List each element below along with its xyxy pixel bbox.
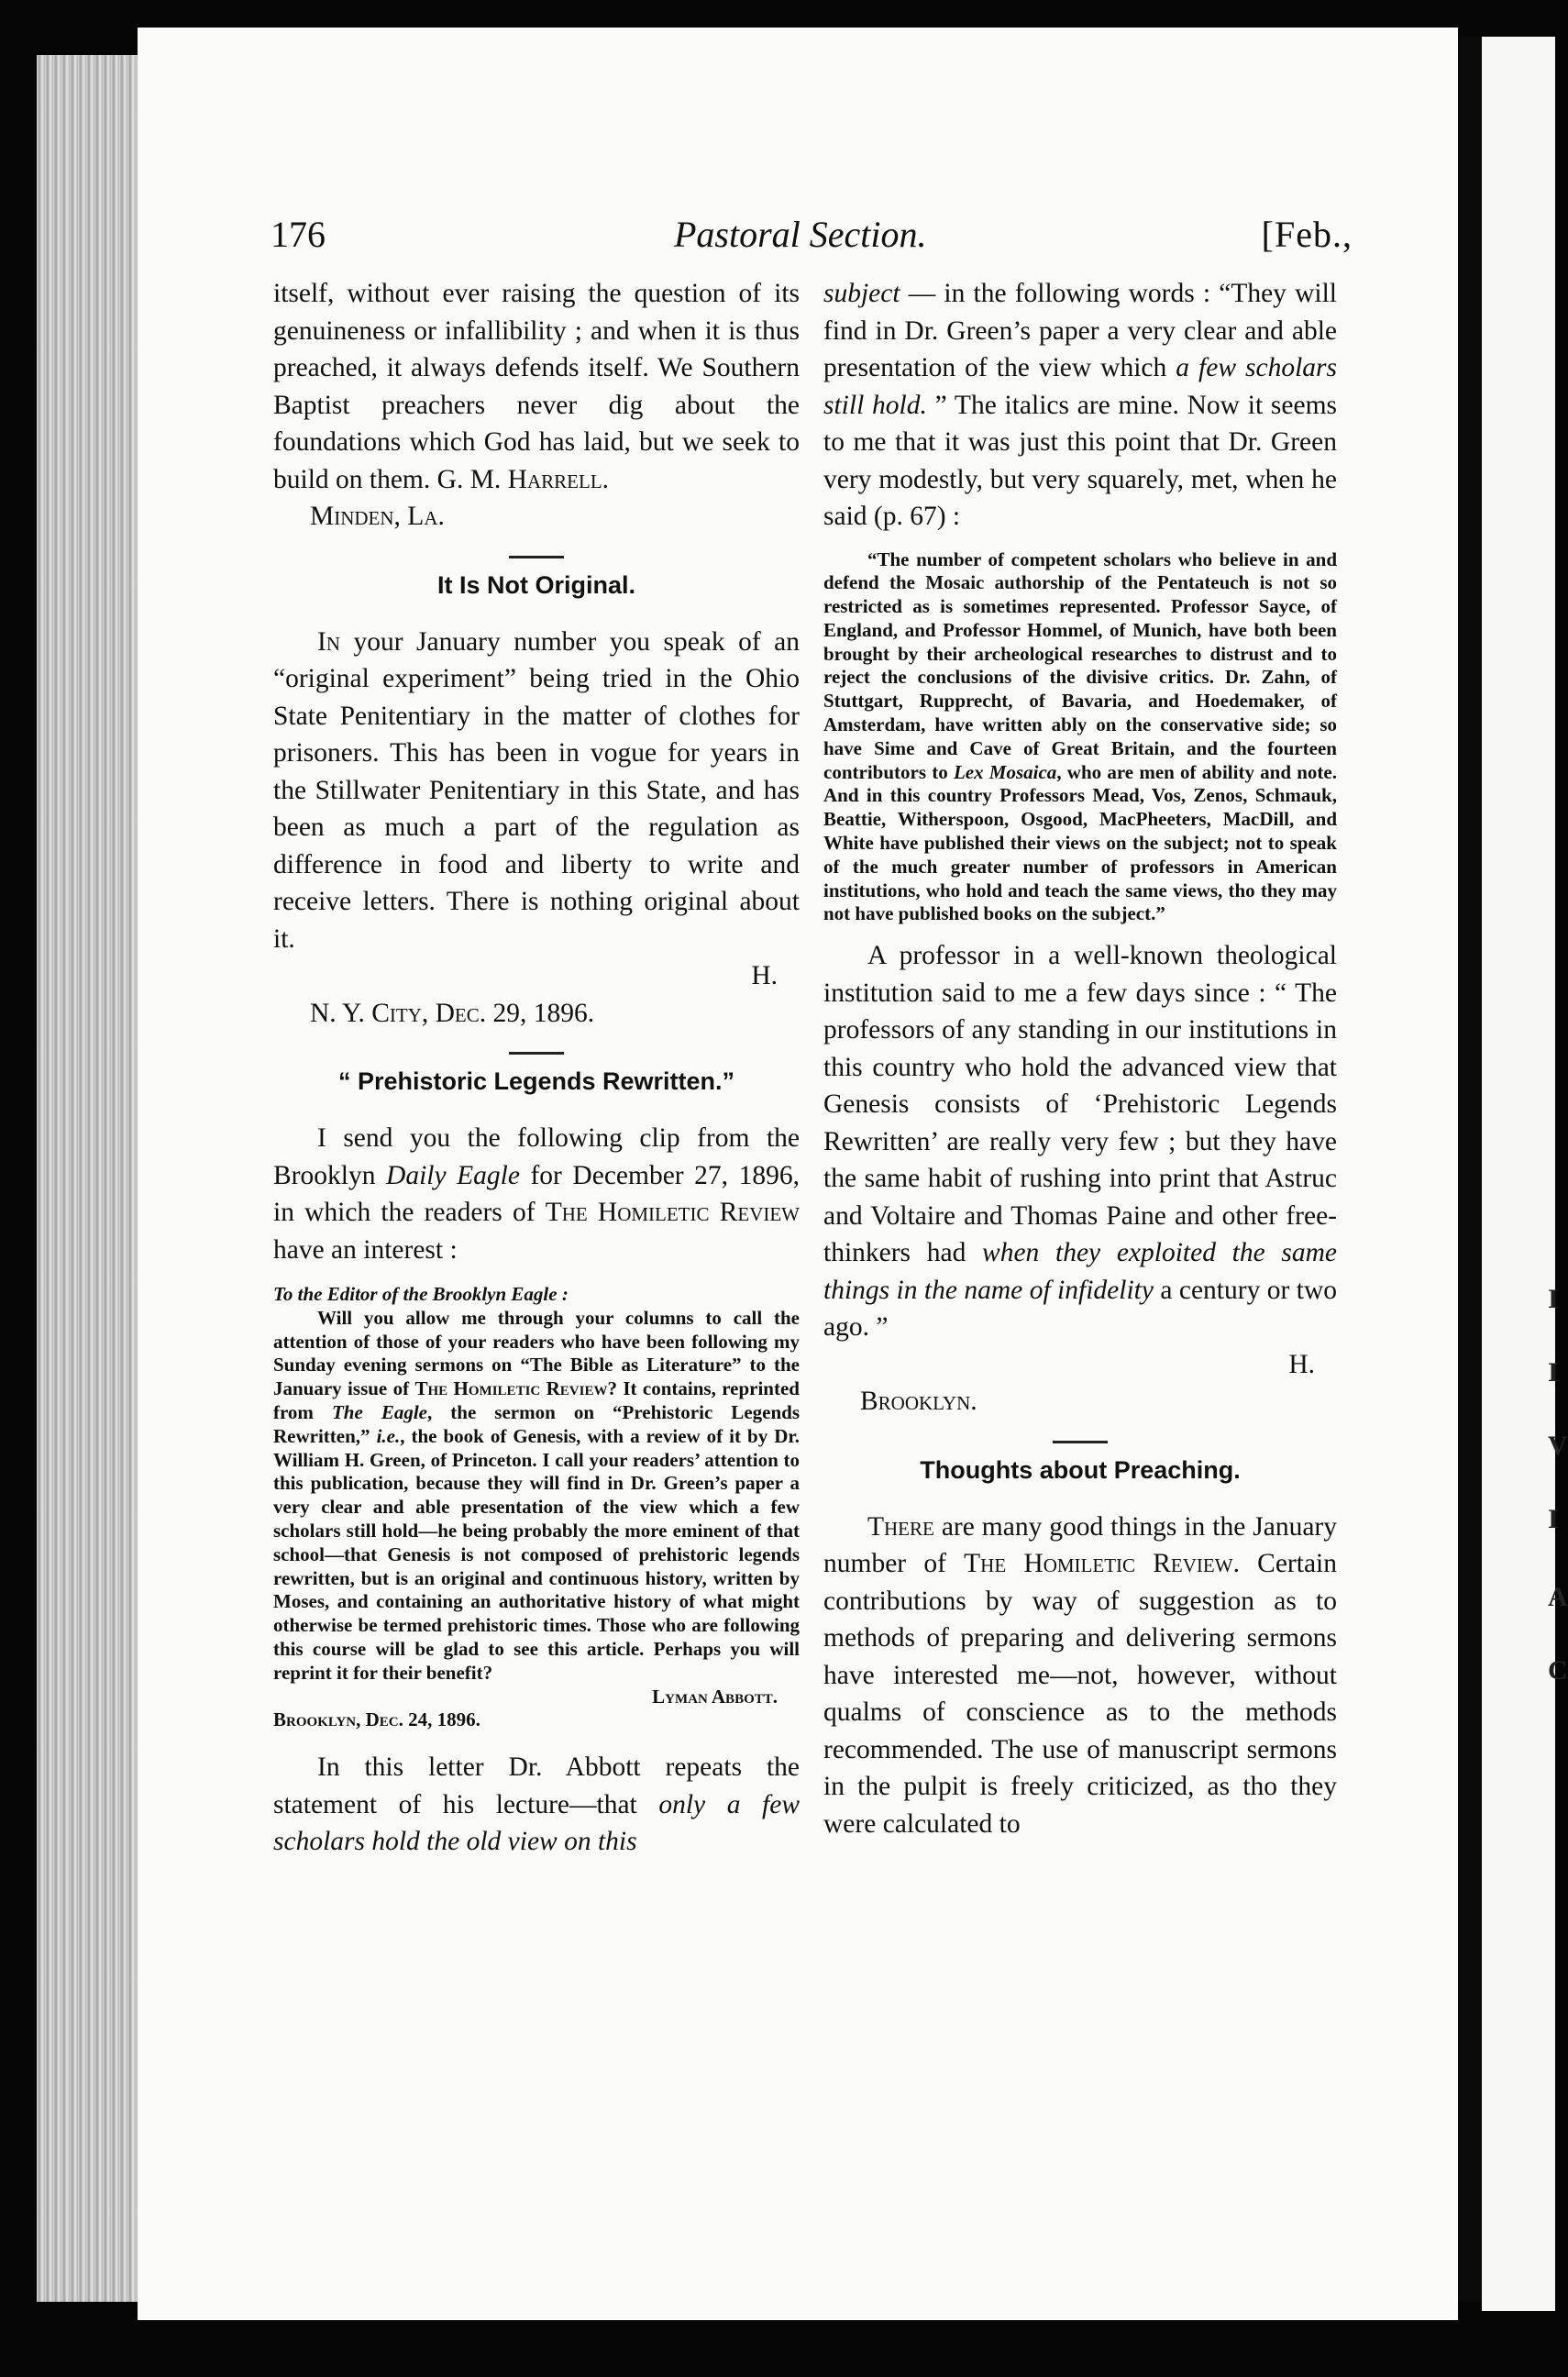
page-number: 176: [271, 214, 326, 255]
header-month: [Feb.,: [1261, 214, 1353, 255]
letter-body: Will you allow me through your columns to call the attention of those of your readers who have been following my Sunday evening sermons on “The Bible as Literature” to the January issue of The Homiletic Review? It contains, reprinted from The Eagle, the sermon on “Prehistoric Legends Rewritten,” i.e., the book of Genesis, with a review of it by Dr. William H. Green, of Princeton. I call your readers’ attention to this publication, because they will find in Dr. Green’s paper a very clear and able presentation of the view which a few scholars still hold—he being probably the more eminent of that school—that Genesis is not composed of prehistoric legends rewritten, but is an original and continuous history, written by Moses, and containing an authoritative history of what might otherwise be termed prehistoric times. Those who are following this course will be glad to see this article. Perhaps you will reprint it for their benefit?: [273, 1306, 801, 1684]
right-column: [823, 275, 1337, 1842]
section-title: Pastoral Section.: [674, 214, 927, 255]
facing-page-fragment: I: [1548, 1284, 1559, 1314]
signature: H.: [1288, 1349, 1315, 1379]
article-paragraph: In this letter Dr. Abbott repeats the statement of his lecture—that only a few scholars hold the old view on this: [273, 1752, 801, 1857]
article-heading: It Is Not Original.: [436, 570, 635, 599]
facing-page-fragment: I: [1548, 1504, 1559, 1534]
dateline: Brooklyn.: [860, 1387, 977, 1417]
letter-signature: Lyman Abbott.: [652, 1685, 778, 1708]
article-paragraph: A professor in a well-known theological institution said to me a few days since : “ The professors of any standing in our institutions in this country who hold the advanced view that Genesis consists of ‘Prehistoric Legends Rewritten’ are really very few ; but they have the same habit of rushing into print that Astruc and Voltaire and Thomas Paine and other free-thinkers had when they exploited the same things in the name of infidelity a century or two ago. ”: [823, 941, 1337, 1343]
dateline: N. Y. City, Dec. 29, 1896.: [310, 998, 595, 1028]
facing-page-edge: [1482, 37, 1555, 2311]
book-binding-gutter: [1458, 37, 1482, 2302]
facing-page-fragment: C: [1548, 1655, 1568, 1686]
article-paragraph: subject — in the following words : “They will find in Dr. Green’s paper a very clear and able presentation of the view which a few scholars still hold. ” The italics are mine. Now it seems to me that it was just this point that Dr. Green very modestly, but very squarely, met, when he said (p. 67) :: [823, 279, 1337, 531]
article-paragraph: I send you the following clip from the Brooklyn Daily Eagle for December 27, 1896, in which the readers of The Homiletic Review have an interest :: [273, 1123, 800, 1265]
article-heading: Thoughts about Preaching.: [920, 1455, 1241, 1484]
article-paragraph: In your January number you speak of an “original experiment” being tried in the Ohio State Penitentiary in the matter of clothes for prisoners. This has been in vogue for years in the Stillwater Penitentiary in this State, and has been as much a part of the regulation as difference in food and liberty to write and receive letters. There is nothing original about it.: [273, 626, 800, 954]
block-quote: “The number of competent scholars who believe in and defend the Mosaic authorship of the Pentateuch is not so restricted as is sometimes represented. Professor Sayce, of England, and Professor Hommel, of Munich, have both been brought by their archeological researches to distrust and to reject the conclusions of the divisive critics. Dr. Zahn, of Stuttgart, Rupprecht, of Bavaria, and Hoedemaker, of Amsterdam, have written ably on the conservative side; so have Sime and Cave of Great Britain, and the fourteen contributors to Lex Mosaica, who are men of ability and note. And in this country Professors Mead, Vos, Zenos, Schmauk, Beattie, Witherspoon, Osgood, MacPheeters, MacDill, and White have published their views on the subject; not to speak of the much greater number of professors in American institutions, who hold and teach the same views, tho they may not have published books on the subject.”: [823, 547, 1337, 925]
running-header: [271, 213, 1353, 268]
signature: H.: [751, 961, 778, 990]
dateline: Minden, La.: [310, 502, 445, 531]
left-column: [273, 275, 800, 1861]
intro-paragraph: itself, without ever raising the question of its genuineness or infallibility ; and when it is thus preached, it always defends itself. We Southern Baptist preachers never dig about the foundations which God has laid, but we seek to build on them. G. M. Harrell.: [273, 279, 800, 494]
letter-dateline: Brooklyn, Dec. 24, 1896.: [273, 1708, 480, 1731]
letter-salutation: To the Editor of the Brooklyn Eagle :: [273, 1283, 569, 1305]
article-paragraph: There are many good things in the January number of The Homiletic Review. Certain contributions by way of suggestion as to methods of preparing and delivering sermons have interested me—not, however, without qualms of conscience as to the methods recommended. The use of manuscript sermons in the pulpit is freely criticized, as tho they were calculated to: [823, 1511, 1337, 1839]
section-divider: [509, 1052, 564, 1055]
facing-page-fragment: V: [1548, 1431, 1568, 1461]
article-heading: “ Prehistoric Legends Rewritten.”: [337, 1067, 735, 1095]
facing-page-fragment: I: [1548, 1357, 1559, 1388]
facing-page-fragment: A: [1548, 1582, 1568, 1612]
section-divider: [509, 556, 564, 558]
signature: G. M. Harrell.: [436, 464, 610, 494]
book-page-edges: [37, 55, 138, 2302]
section-divider: [1053, 1441, 1108, 1443]
